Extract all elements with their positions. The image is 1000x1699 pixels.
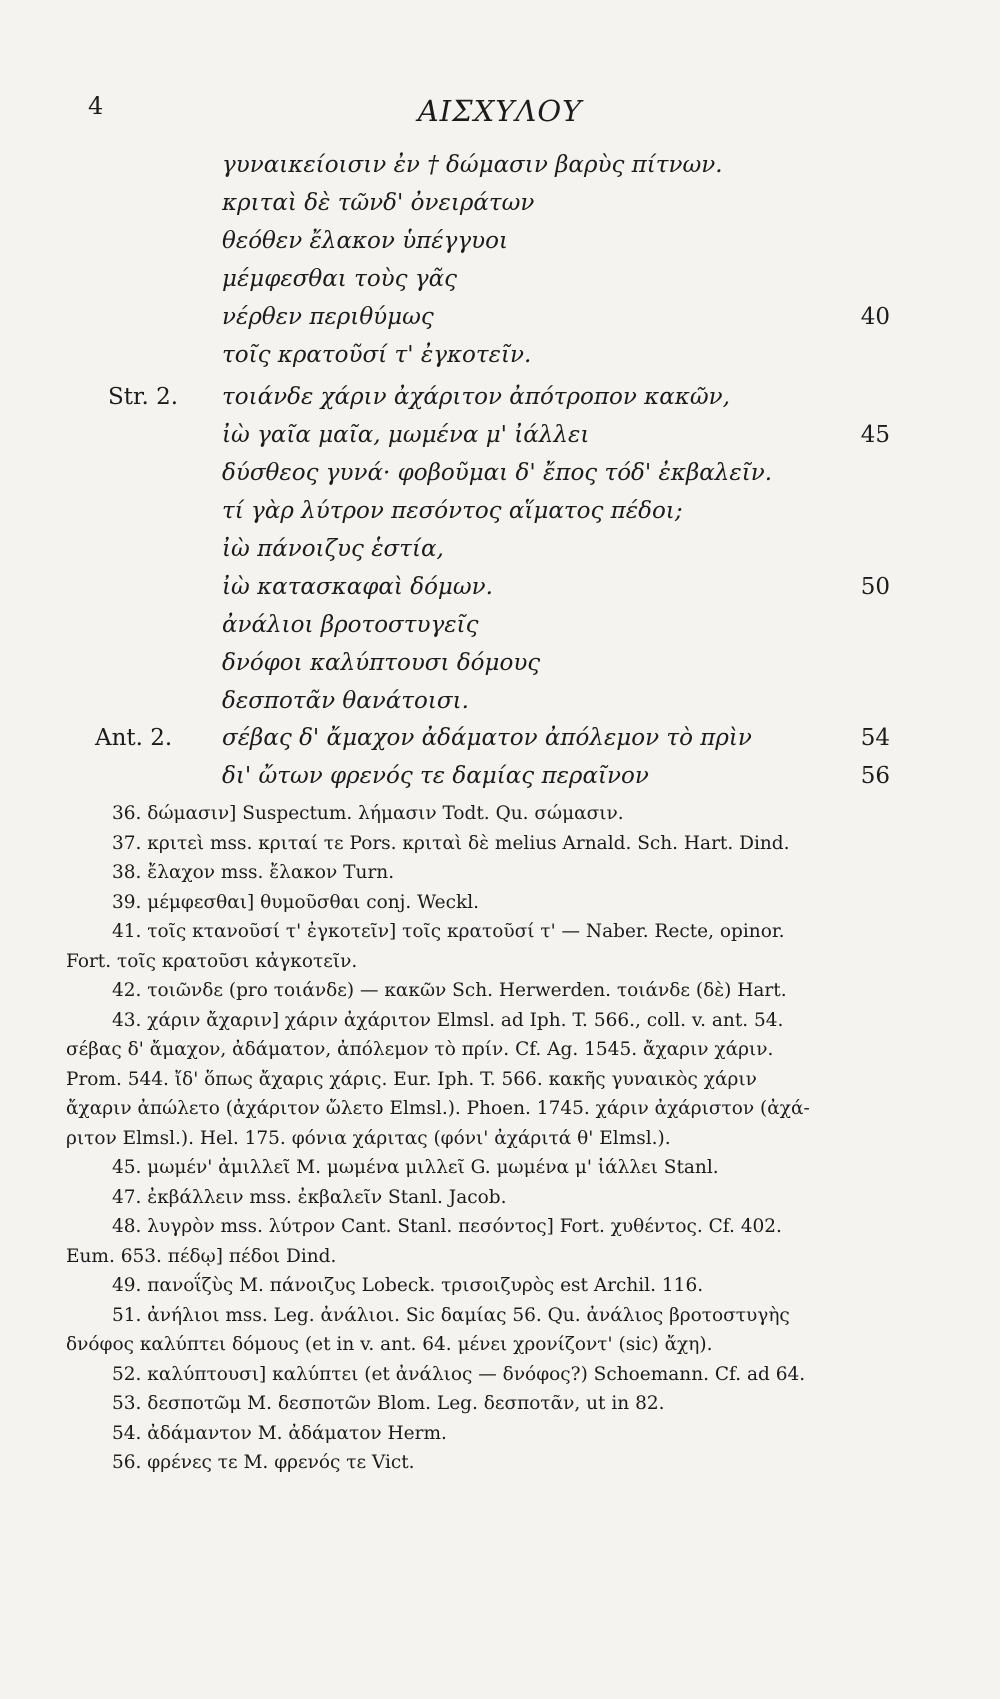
apparatus-note: 53. δεσποτῶμ M. δεσποτῶν Blom. Leg. δεσποτᾶν, ut in 82. [112, 1393, 665, 1414]
apparatus-note: 56. φρένες τε M. φρενός τε Vict. [112, 1452, 415, 1473]
line-number: 54 [860, 725, 890, 751]
apparatus-note: 39. μέμφεσθαι] θυμοῦσθαι conj. Weckl. [112, 892, 480, 913]
verse-line: ἰὼ πάνοιζυς ἑστία, [222, 536, 444, 562]
verse-line: τί γὰρ λύτρον πεσόντος αἵματος πέδοι; [222, 498, 683, 524]
verse-line: νέρθεν περιθύμως [222, 304, 434, 330]
apparatus-note: 36. δώμασιν] Suspectum. λήμασιν Todt. Qu. σώμασιν. [112, 803, 624, 824]
apparatus-note: 48. λυγρὸν mss. λύτρον Cant. Stanl. πεσόντος] Fort. χυθέντος. Cf. 402. [112, 1216, 782, 1237]
apparatus-note: 37. κριτεὶ mss. κριταί τε Pors. κριταὶ δὲ melius Arnald. Sch. Hart. Dind. [112, 833, 790, 854]
verse-line: δνόφοι καλύπτουσι δόμους [222, 650, 541, 676]
apparatus-note: 42. τοιῶνδε (pro τοιάνδε) — κακῶν Sch. Herwerden. τοιάνδε (δὲ) Hart. [112, 980, 787, 1001]
strophe-label: Ant. 2. [95, 725, 173, 751]
verse-line: δι' ὤτων φρενός τε δαμίας περαῖνον [222, 763, 649, 789]
apparatus-note: 54. ἀδάμαντον M. ἀδάματον Herm. [112, 1423, 447, 1444]
apparatus-note-continuation: Prom. 544. ἴδ' ὅπως ἄχαρις χάρις. Eur. Iph. T. 566. κακῆς γυναικὸς χάριν [66, 1069, 757, 1090]
page-number: 4 [88, 92, 104, 120]
apparatus-note-continuation: δνόφος καλύπτει δόμους (et in v. ant. 64. μένει χρονίζοντ' (sic) ἄχη). [66, 1334, 713, 1355]
verse-line: ἰὼ κατασκαφαὶ δόμων. [222, 574, 493, 600]
verse-line: τοῖς κρατοῦσί τ' ἐγκοτεῖν. [222, 342, 532, 368]
apparatus-note: 38. ἔλαχον mss. ἔλακον Turn. [112, 862, 395, 883]
verse-line: δύσθεος γυνά· φοβοῦμαι δ' ἔπος τόδ' ἐκβαλεῖν. [222, 460, 773, 486]
verse-line: μέμφεσθαι τοὺς γᾶς [222, 266, 457, 292]
line-number: 56 [860, 763, 890, 789]
apparatus-note: 52. καλύπτουσι] καλύπτει (et ἀνάλιος — δνόφος?) Schoemann. Cf. ad 64. [112, 1364, 806, 1385]
apparatus-note-continuation: ἄχαριν ἀπώλετο (ἀχάριτον ὤλετο Elmsl.). Phoen. 1745. χάριν ἀχάριστον (ἀχά- [66, 1098, 810, 1119]
line-number: 50 [860, 574, 890, 600]
line-number: 45 [860, 422, 890, 448]
apparatus-note: 43. χάριν ἄχαριν] χάριν ἀχάριτον Elmsl. ad Iph. T. 566., coll. v. ant. 54. [112, 1010, 784, 1031]
apparatus-note-continuation: σέβας δ' ἄμαχον, ἀδάματον, ἀπόλεμον τὸ πρίν. Cf. Ag. 1545. ἄχαριν χάριν. [66, 1039, 774, 1060]
verse-line: δεσποτᾶν θανάτοισι. [222, 688, 469, 714]
apparatus-note: 51. ἀνήλιοι mss. Leg. ἀνάλιοι. Sic δαμίας 56. Qu. ἀνάλιος βροτοστυγὴς [112, 1305, 790, 1326]
verse-line: σέβας δ' ἄμαχον ἀδάματον ἀπόλεμον τὸ πρὶν [222, 725, 752, 751]
verse-line: ἰὼ γαῖα μαῖα, μωμένα μ' ἰάλλει [222, 422, 590, 448]
verse-line: γυναικείοισιν ἐν † δώμασιν βαρὺς πίτνων. [222, 152, 723, 178]
line-number: 40 [860, 304, 890, 330]
apparatus-note-continuation: Eum. 653. πέδῳ] πέδοι Dind. [66, 1246, 337, 1267]
apparatus-note: 45. μωμέν' ἀμιλλεῖ M. μωμένα μιλλεῖ G. μωμένα μ' ἰάλλει Stanl. [112, 1157, 719, 1178]
apparatus-note-continuation: Fort. τοῖς κρατοῦσι κἀγκοτεῖν. [66, 951, 358, 972]
verse-line: τοιάνδε χάριν ἀχάριτον ἀπότροπον κακῶν, [222, 384, 730, 410]
apparatus-note: 47. ἐκβάλλειν mss. ἐκβαλεῖν Stanl. Jacob. [112, 1187, 507, 1208]
strophe-label: Str. 2. [108, 384, 179, 410]
apparatus-note-continuation: ριτον Elmsl.). Hel. 175. φόνια χάριτας (φόνι' ἀχάριτά θ' Elmsl.). [66, 1128, 671, 1149]
running-head: ΑΙΣΧΥΛΟΥ [417, 94, 583, 128]
verse-line: θεόθεν ἔλακον ὑπέγγυοι [222, 228, 508, 254]
verse-line: ἀνάλιοι βροτοστυγεῖς [222, 612, 479, 638]
verse-line: κριταὶ δὲ τῶνδ' ὀνειράτων [222, 190, 535, 216]
apparatus-note: 41. τοῖς κτανοῦσί τ' ἐγκοτεῖν] τοῖς κρατοῦσί τ' — Naber. Recte, opinor. [112, 921, 785, 942]
apparatus-note: 49. πανοΐζὺς M. πάνοιζυς Lobeck. τρισοιζυρὸς est Archil. 116. [112, 1275, 704, 1296]
